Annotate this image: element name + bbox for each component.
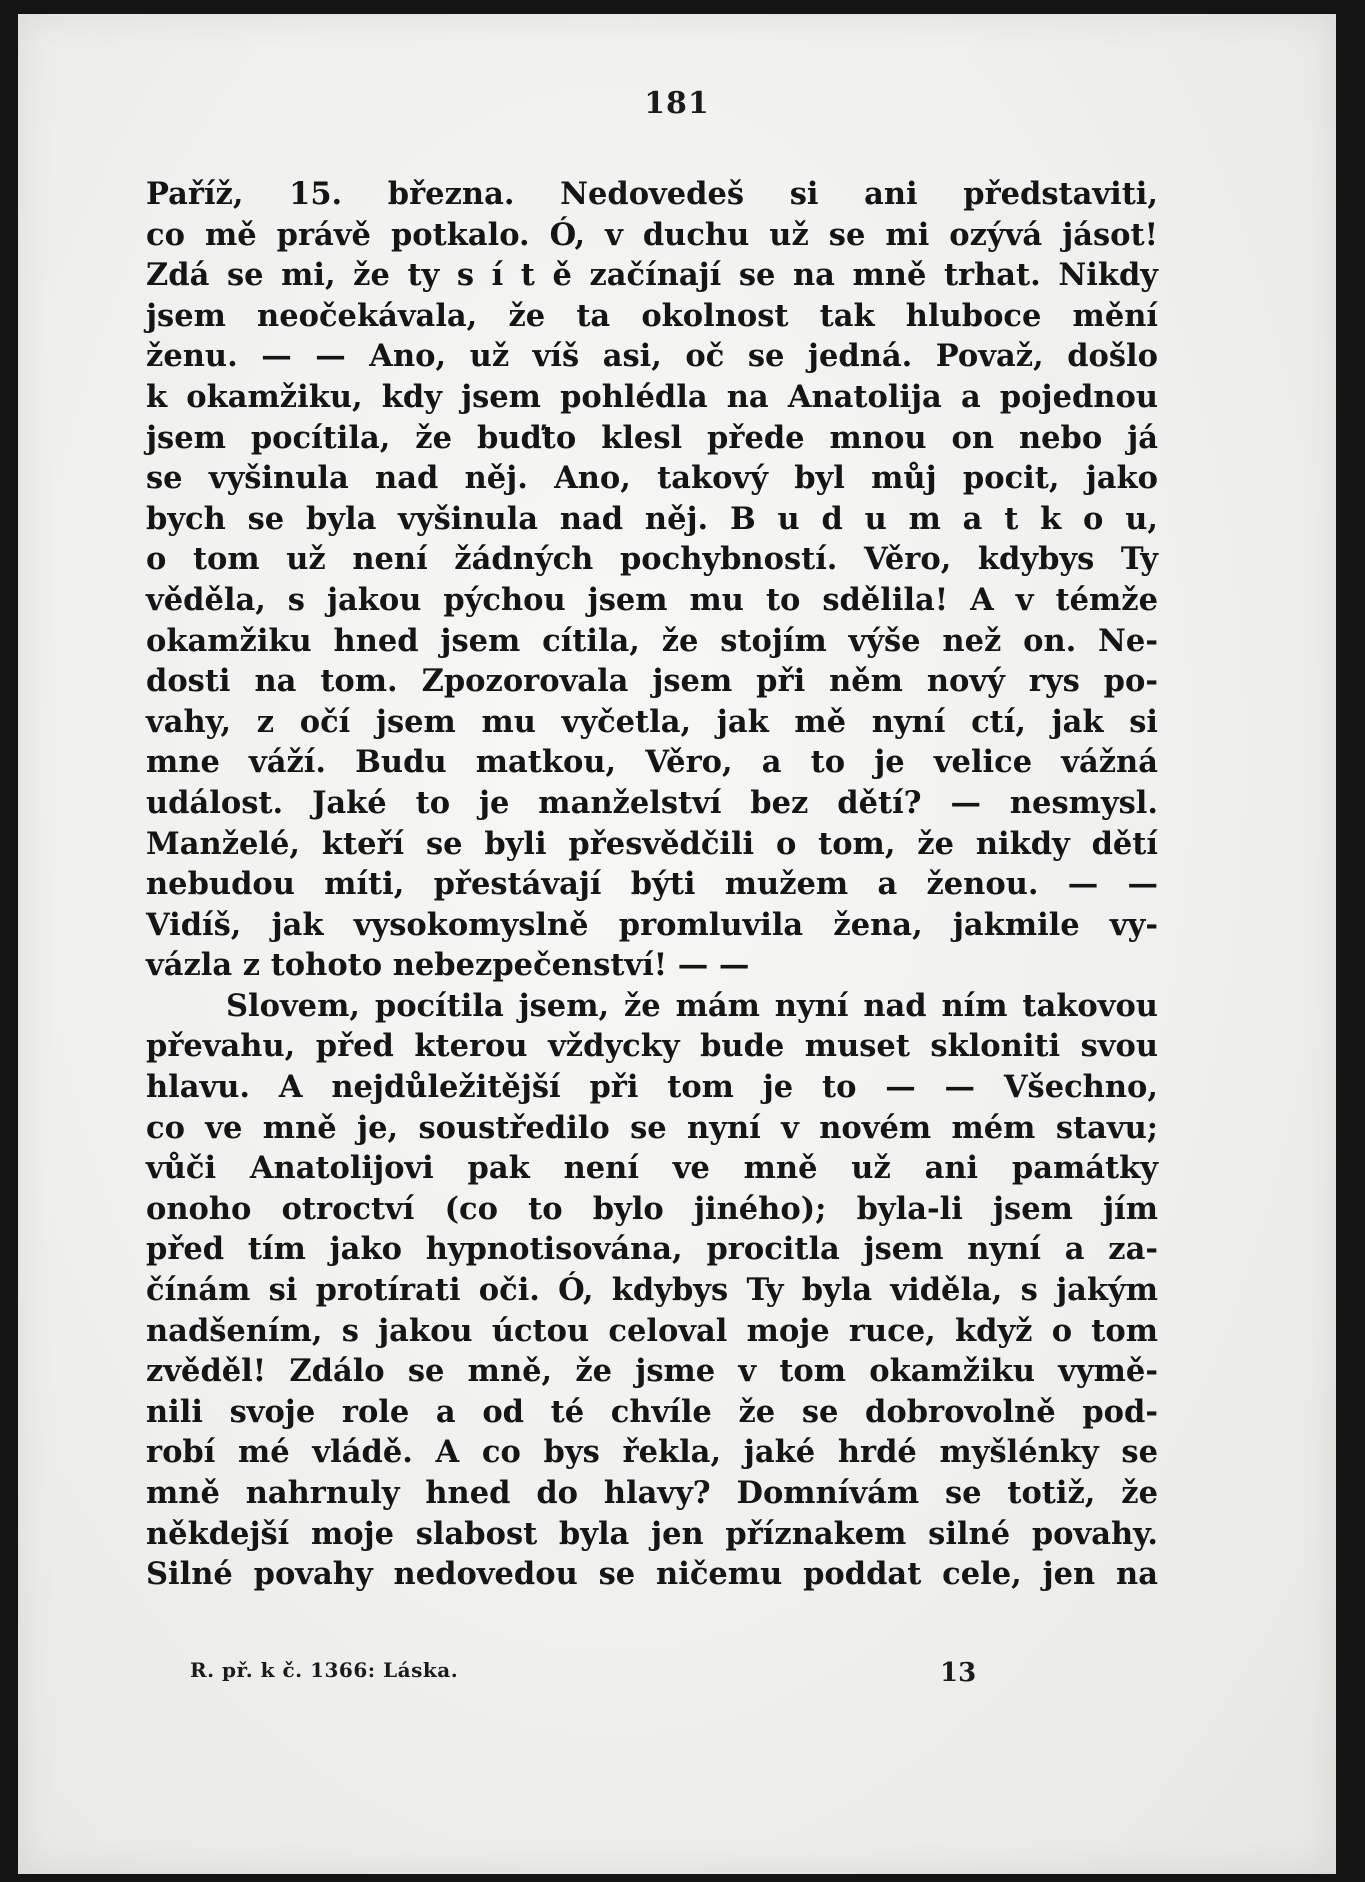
text-line: dosti na tom. Zpozorovala jsem při něm nový rys po- [146, 663, 1158, 700]
text-line: se vyšinula nad něj. Ano, takový byl můj pocit, jako [146, 460, 1158, 497]
text-line: o tom už není žádných pochybností. Věro, kdybys Ty [146, 541, 1158, 578]
text-line: Vidíš, jak vysokomyslně promluvila žena, jakmile vy- [146, 906, 1158, 943]
text-line: před tím jako hypnotisována, procitla jsem nyní a za- [146, 1231, 1158, 1268]
text-line: mně nahrnuly hned do hlavy? Domnívám se totiž, že [146, 1475, 1158, 1511]
text-line: někdejší moje slabost byla jen příznakem silné povahy. [146, 1515, 1158, 1552]
printer-signature: R. př. k č. 1366: Láska. [190, 1658, 459, 1682]
page-number: 181 [644, 86, 710, 121]
text-line: k okamžiku, kdy jsem pohlédla na Anatolija a pojednou [146, 378, 1158, 415]
text-line: vázla z tohoto nebezpečenství! — — [146, 947, 750, 984]
text-line: zvěděl! Zdálo se mně, že jsme v tom okamžiku vymě- [146, 1353, 1158, 1390]
text-line: Zdá se mi, že ty s í t ě začínají se na mně trhat. Nikdy [146, 257, 1158, 294]
text-line: co mě právě potkalo. Ó, v duchu už se mi ozývá jásot! [146, 216, 1158, 253]
text-line: okamžiku hned jsem cítila, že stojím výše než on. Ne- [146, 622, 1158, 659]
text-line: ženu. — — Ano, už víš asi, oč se jedná. Považ, došlo [146, 338, 1158, 375]
text-line: hlavu. A nejdůležitější při tom je to — — Všechno, [146, 1069, 1158, 1106]
text-line: co ve mně je, soustředilo se nyní v novém mém stavu; [146, 1109, 1158, 1146]
text-line: Silné povahy nedovedou se ničemu poddat cele, jen na [146, 1556, 1158, 1593]
text-line: jsem neočekávala, že ta okolnost tak hluboce mění [146, 297, 1158, 334]
text-line: Manželé, kteří se byli přesvědčili o tom, že nikdy dětí [146, 825, 1158, 862]
text-line: Paříž, 15. března. Nedovedeš si ani představiti, [146, 176, 1158, 212]
text-line: bych se byla vyšinula nad něj. B u d u m a t k o u, [146, 500, 1158, 537]
text-line: jsem pocítila, že buďto klesl přede mnou on nebo já [146, 419, 1158, 456]
sheet-number: 13 [940, 1658, 977, 1688]
text-line: robí mé vládě. A co bys řekla, jaké hrdé myšlénky se [146, 1434, 1158, 1471]
body-text [146, 174, 1158, 1595]
text-line: událost. Jaké to je manželství bez dětí? — nesmysl. [146, 784, 1158, 821]
book-page [18, 14, 1336, 1874]
text-line: onoho otroctví (co to bylo jiného); byla-li jsem jím [146, 1190, 1158, 1227]
text-line: převahu, před kterou vždycky bude muset skloniti svou [146, 1028, 1158, 1065]
text-line: nili svoje role a od té chvíle že se dobrovolně pod- [146, 1393, 1158, 1430]
text-line: nadšením, s jakou úctou celoval moje ruce, když o tom [146, 1312, 1158, 1349]
text-line: věděla, s jakou pýchou jsem mu to sdělila! A v témže [146, 581, 1158, 618]
text-line: mne váží. Budu matkou, Věro, a to je velice vážná [146, 744, 1158, 781]
text-line: vahy, z očí jsem mu vyčetla, jak mě nyní ctí, jak si [146, 703, 1158, 740]
text-line: vůči Anatolijovi pak není ve mně už ani památky [146, 1150, 1158, 1187]
text-line: čínám si protírati oči. Ó, kdybys Ty byla viděla, s jakým [146, 1272, 1158, 1309]
text-line: Slovem, pocítila jsem, že mám nyní nad ním takovou [226, 987, 1158, 1024]
text-line: nebudou míti, přestávají býti mužem a ženou. — — [146, 866, 1158, 903]
